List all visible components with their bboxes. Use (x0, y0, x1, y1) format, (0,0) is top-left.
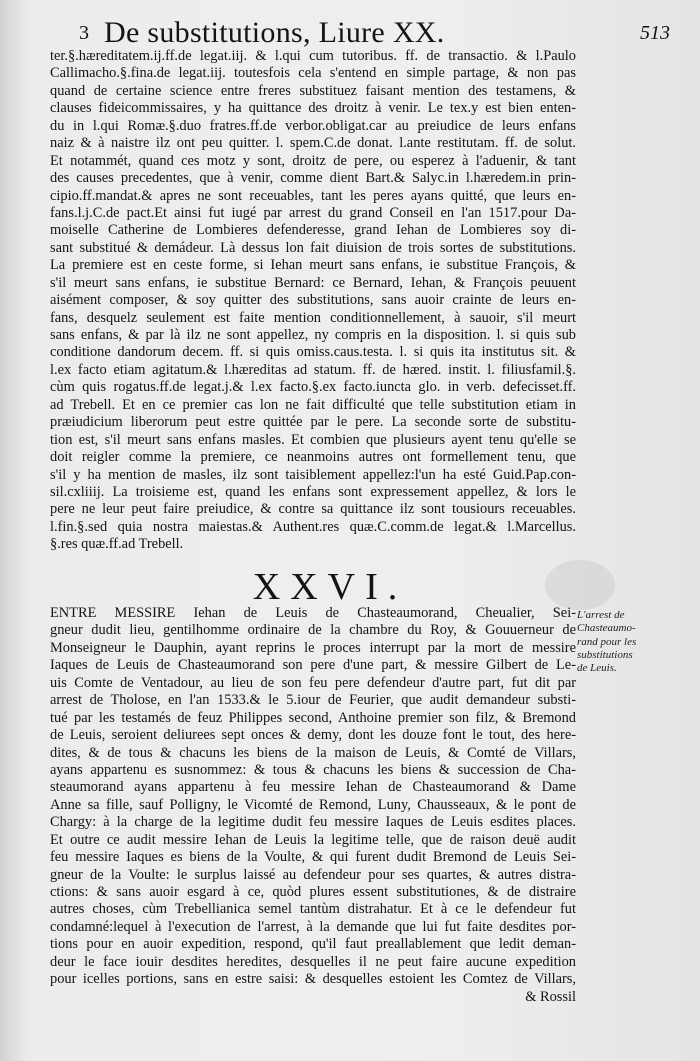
text-line: fans.l.j.C.de pact.Et ainsi fut iugé par arrest du grand Conseil en l'an 1517.pour Da- (50, 204, 576, 221)
text-line: quand de certaine science entre freres substituez faisant mention des testamens, & (50, 82, 576, 99)
margin-note-line: Chasteaumo- (577, 622, 636, 635)
text-line: cùm quis rogatus.ff.de legat.j.& l.ex facto.§.ex facto.iuncta glo. in verb. defecisset.ff. (50, 379, 576, 396)
margin-note (577, 609, 687, 675)
text-line: ayans appartenu es susnommez: & tous & chacuns les biens & succession de Cha- (50, 761, 576, 778)
text-line: deur le face iouir desdites heredites, desquelles il ne peut faire aucune expedition (50, 953, 576, 970)
text-line: doit reigler comme la premiere, ce neanmoins autres ont formellement tenu, que (50, 449, 576, 466)
text-line: fans, desquelz seulement est faite mention conditionnellement, à sauoir, s'il meurt (50, 309, 576, 326)
text-line: s'il meurt sans enfans, ie substitue Bernard: ce Bernard, Iehan, & François peuuent (50, 274, 576, 291)
text-line: aisément composer, & soy quitter des substitutions, sans auoir crainte de leurs en- (50, 292, 576, 309)
text-line: Chargy: à la charge de la legitime dudit feu messire Iaques de Leuis esdites places. (50, 814, 576, 831)
paragraph-section-26 (50, 605, 576, 1006)
text-line: Anne sa fille, sauf Polligny, le Vicomté de Remond, Luny, Chausseaux, & le pont de (50, 796, 576, 813)
text-line: feu messire Iaques es biens de la Voulte, & qui furent dudit Bremond de Leuis Sei- (50, 849, 576, 866)
text-line: uis Comte de Ventadour, au lieu de son feu pere defendeur d'autre part, fut dit par (50, 674, 576, 691)
text-line: moiselle Catherine de Lombieres defenderesse, grand Iehan de Lombieres soy di- (50, 222, 576, 239)
text-line: tions pour en auoir expedition, respond, qu'il faut preallablement que ledit deman- (50, 936, 576, 953)
text-line: tion est, s'il meurt sans enfans masles. Et combien que plusieurs ayent tenu qu'elle se (50, 431, 576, 448)
text-line: conditione dandorum decem. ff. si quis omiss.caus.testa. l. si quis ita institutus sit. & (50, 344, 576, 361)
text-line: pere ne leur peut faire preiudice, & contre sa quittance ilz sont tousiours receuables. (50, 501, 576, 518)
text-line: l.ex facto etiam agitatum.& l.hæreditas ad statum. ff. de hæred. instit. l. filiusfamil.§. (50, 361, 576, 378)
text-line: tué par les testamés de feuz Philippes second, Anthoine premier son filz, & Bremond (50, 709, 576, 726)
text-line: des causes precedentes, que à venir, comme dient Bart.& Salyc.in l.hæredem.in prin- (50, 170, 576, 187)
text-line: cipio.ff.mandat.& apres ne sont receuables, tant les peres ayans quitté, que leurs en- (50, 187, 576, 204)
margin-note-line: de Leuis. (577, 662, 617, 675)
text-line: Et notammét, quand ces motz y sont, droitz de pere, ou esperez à l'aduenir, & tant (50, 152, 576, 169)
running-header (0, 14, 700, 48)
text-line: dites, & de tous & chacuns les biens de la maison de Leuis, & Comté de Villars, (50, 744, 576, 761)
text-line: condamné:lequel à l'execution de l'arrest, à la demande que lui fut faite desdites por- (50, 918, 576, 935)
text-line: naiz & à naistre ilz ont peu quitter. l. spem.C.de donat. l.ante restitutam. ff. de solut. (50, 135, 576, 152)
text-line: steaumorand ayans appartenu à feu messire Iehan de Chasteaumorand & Dame (50, 779, 576, 796)
text-line: pour icelles portions, sans en estre saisi: & desquelles estoient les Comtez de Villars, (50, 971, 576, 988)
text-line: sant substitué & demádeur. Là dessus lon fait diuision de trois sortes de substitutions. (50, 239, 576, 256)
header-left-number: 3 (79, 22, 89, 44)
text-line: ENTRE MESSIRE Iehan de Leuis de Chasteaumorand, Cheualier, Sei- (50, 605, 576, 621)
text-line: sil.cxliiij. La troisieme est, quand les enfans sont expressement appellez, & lors le (50, 483, 576, 500)
margin-note-line: L'arrest de (577, 609, 625, 621)
text-line: ad Trebell. Et en ce premier cas lon ne fait difficulté que telle substitution etiam in (50, 396, 576, 413)
text-line: sans enfans, & par là ilz ne sont appellez, ny compris en la disposition. l. si quis sub (50, 327, 576, 343)
text-line: du in l.qui Romæ.§.duo fratres.ff.de verbor.obligat.car au preiudice de leurs enfans (50, 117, 576, 134)
text-line: s'il y ha mention de masles, ilz sont taisiblement appellez:l'un ha esté Guid.Pap.con- (50, 466, 576, 483)
text-line: Et outre ce audit messire Iehan de Leuis la legitime telle, que de raison deuë audit (50, 831, 576, 848)
text-line: ter.§.hæreditatem.ij.ff.de legat.iij. & l.qui cum tutoribus. ff. de transactio. & l.Paulo (50, 48, 576, 64)
text-line: ctions: & sans auoir esgard à ce, quòd plures essent substitutiones, & de distraire (50, 884, 576, 900)
text-line: de Leuis, seroient deliurees sept onces & demy, dont les douze font le tout, des here- (50, 727, 576, 744)
text-line: clauses fideicommissaires, y ha quittance des droitz à venir. Le tex.y est bien enten- (50, 100, 576, 117)
text-line: præiudicium liberorum peut estre quittée par le pere. La seconde sorte de substitu- (50, 414, 576, 431)
text-line: autres choses, cùm Trebellianica semel tantùm distrahatur. Et à ce le defendeur fut (50, 901, 576, 918)
margin-note-line: substitutions (577, 648, 633, 661)
paragraph-continuation (50, 48, 576, 554)
margin-note-line: rand pour les (577, 635, 637, 648)
text-line: La premiere est en ceste forme, si Iehan meurt sans enfans, ie substitue François, & (50, 257, 576, 274)
text-line: arrest de Tholose, en l'an 1533.& le 5.iour de Feurier, que audit demandeur substi- (50, 692, 576, 709)
text-line: l.fin.§.sed quia nostra maiestas.& Authent.res quæ.C.comm.de legat.& l.Marcellus. (50, 518, 576, 535)
section-number: XXVI. (252, 566, 408, 608)
text-line: gneur dudit lieu, gentilhomme ordinaire de la chambre du Roy, & Gouuerneur de (50, 622, 576, 639)
text-line: gneur de la Voulte: le surplus laissé au defendeur pour ses quartes, & autres distra- (50, 866, 576, 883)
text-line: & Rossil (525, 988, 576, 1005)
page-number: 513 (640, 22, 670, 44)
text-line: §.res quæ.ff.ad Trebell. (50, 536, 184, 553)
text-line: Iaques de Leuis de Chasteaumorand son pere d'une part, & messire Gilbert de Le- (50, 657, 576, 674)
running-title: De substitutions, Liure XX. (104, 16, 445, 49)
text-line: Monseigneur le Dauphin, ayant reprins le proces interrupt par la mort de messire (50, 639, 576, 656)
text-line: Callimacho.§.fina.de legat.iij. toutesfois cela s'entend en simple partage, & non pas (50, 65, 576, 82)
section-heading (0, 565, 700, 609)
